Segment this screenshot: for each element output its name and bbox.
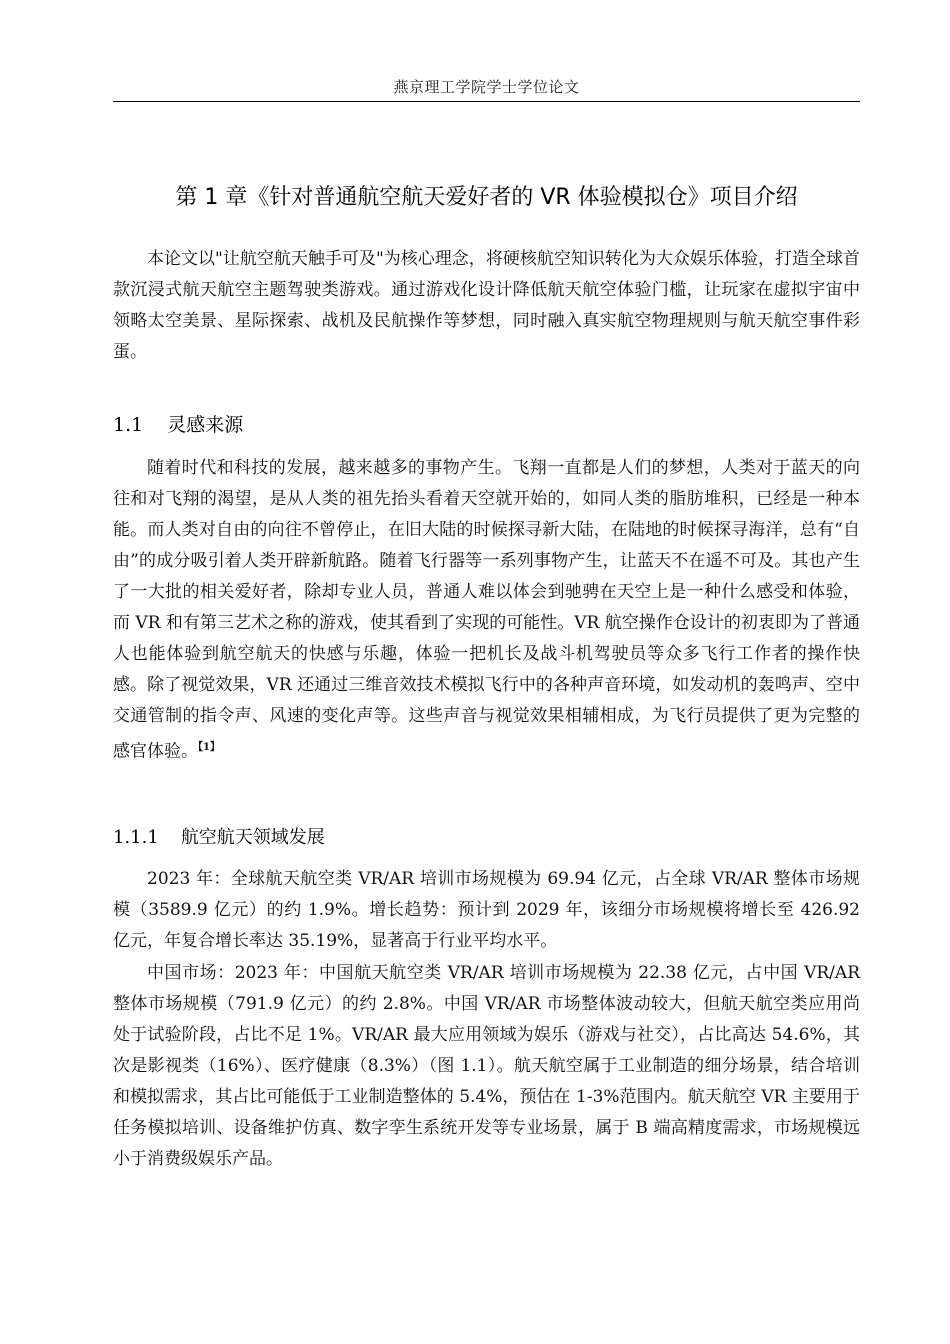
section-heading-1-1-1 [113,823,325,849]
chapter-title: 第 1 章《针对普通航空航天爱好者的 VR 体验模拟仓》项目介绍 [175,185,798,210]
section-number: 1.1 [113,414,144,436]
section-heading-1-1 [113,410,243,437]
inspiration-text: 随着时代和科技的发展，越来越多的事物产生。飞翔一直都是人们的梦想，人类对于蓝天的向往和对飞翔的渴望，是从人类的祖先抬头看着天空就开始的，如同人类的脂肪堆积，已经是一种本能。而人类对自由的向往不曾停止，在旧大陆的时候探寻新大陆，在陆地的时候探寻海洋，总有“自由”的成分吸引着人类开辟新航路。随着飞行器等一系列事物产生，让蓝天不在遥不可及。其也产生了一大批的相关爱好者，除却专业人员，普通人难以体会到驰骋在天空上是一种什么感受和体验，而 VR 和有第三艺术之称的游戏，使其看到了实现的可能性。VR 航空操作仓设计的初衷即为了普通人也能体验到航空航天的快感与乐趣，体验一把机长及战斗机驾驶员等众多飞行工作者的操作快感。除了视觉效果，VR 还通过三维音效技术模拟飞行中的各种声音环境，如发动机的轰鸣声、空中交通管制的指令声、风速的变化声等。这些声音与视觉效果相辅相成，为飞行员提供了更为完整的感官体验。 [113,458,860,762]
intro-paragraph: 本论文以"让航空航天触手可及"为核心理念，将硬核航空知识转化为大众娱乐体验，打造全球首款沉浸式航天航空主题驾驶类游戏。通过游戏化设计降低航天航空体验门槛，让玩家在虚拟宇宙中领略太空美景、星际探索、战机及民航操作等梦想，同时融入真实航空物理规则与航天航空事件彩蛋。 [113,249,860,362]
subsection-number: 1.1.1 [113,827,159,848]
header-rule [113,101,860,102]
running-header: 燕京理工学院学士学位论文 [393,78,580,96]
global-market-paragraph: 2023 年：全球航天航空类 VR/AR 培训市场规模为 69.94 亿元，占全球 VR/AR 整体市场规模（3589.9 亿元）的约 1.9%。增长趋势：预计到 2029 年，该细分市场规模将增长至 426.92 亿元，年复合增长率达 35.19%，显著高于行业平均水平。 [113,869,860,951]
inspiration-paragraph [113,453,860,768]
china-market-paragraph: 中国市场：2023 年：中国航天航空类 VR/AR 培训市场规模为 22.38 亿元，占中国 VR/AR 整体市场规模（791.9 亿元）的约 2.8%。中国 VR/AR 市场整体波动较大，但航天航空类应用尚处于试验阶段，占比不足 1%。VR/AR 最大应用领域为娱乐（游戏与社交），占比高达 54.6%，其次是影视类（16%）、医疗健康（8.3%）（图 1.1）。航天航空属于工业制造的细分场景，结合培训和模拟需求，其占比可能低于工业制造整体的 5.4%，预估在 1-3%范围内。航天航空 VR 主要用于任务模拟培训、设备维护仿真、数字孪生系统开发等专业场景，属于 B 端高精度需求，市场规模远小于消费级娱乐产品。 [113,963,860,1169]
section-title: 灵感来源 [167,414,244,436]
subsection-title: 航空航天领域发展 [180,827,325,848]
citation-marker[interactable]: 【1】 [198,742,220,753]
